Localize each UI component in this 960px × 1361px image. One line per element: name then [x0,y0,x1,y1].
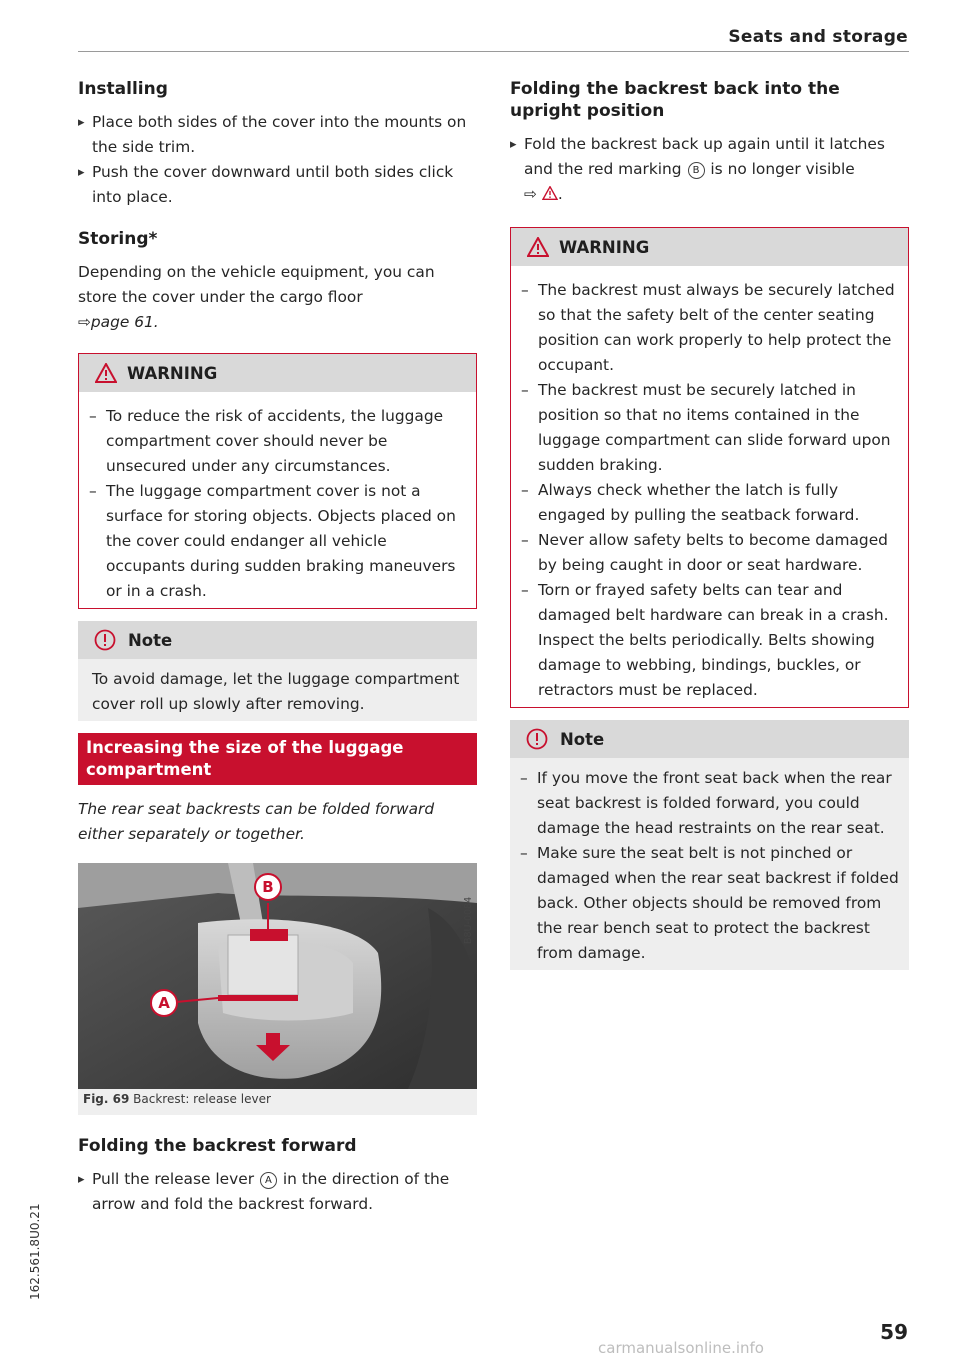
watermark: carmanualsonline.info [598,1339,764,1357]
note-header [78,621,477,659]
list-item: – Torn or frayed safety belts can tear and damaged belt hardware can break in a crash. Inspect the belts periodically. Belts showing damage to webbing, bindings, buckles, or retractors must be replaced. [511,578,898,703]
step-text: in the direction of the arrow and fold the backrest forward. [92,1170,450,1213]
note-box [78,621,477,721]
figure-image [78,863,477,1115]
list-item: – The backrest must always be securely latched so that the safety belt of the center seating position can work properly to help protect the occupant. [511,278,898,378]
ref-a-icon: A [260,1172,277,1189]
step-text: Pull the release lever [92,1170,255,1188]
list-item [78,1167,477,1217]
note-body [78,659,477,721]
storing-heading: Storing* [78,229,158,249]
warning-body [511,266,908,707]
list-item: – The backrest must be securely latched in position so that no items contained in the luggage compartment can slide forward upon sudden braking. [511,378,898,478]
warning-list [511,278,898,703]
list-item: ▸ Push the cover downward until both sides click into place. [78,160,477,210]
page-number: 59 [880,1320,908,1344]
header-rule [78,51,909,52]
warning-crossref[interactable]: ⇨ . [524,185,563,203]
folding-forward-heading: Folding the backrest forward [78,1136,357,1156]
running-header: Seats and storage [728,27,908,47]
note-text: To avoid damage, let the luggage compartment cover roll up slowly after removing. [92,670,460,713]
arrow-glyph: ⇨ [524,185,537,203]
note-title: Note [128,630,173,650]
figure-caption-text: Backrest: release lever [133,1092,271,1106]
warning-body [79,392,476,608]
exclamation-circle-icon [526,728,548,750]
installing-heading: Installing [78,79,168,99]
figure-number: Fig. 69 [83,1092,130,1106]
list-item: ▸ Place both sides of the cover into the mounts on the side trim. [78,110,477,160]
note-list [510,766,899,966]
list-item: – To reduce the risk of accidents, the luggage compartment cover should never be unsecured under any circumstances. [79,404,466,479]
exclamation-circle-icon [94,629,116,651]
side-code [28,1180,48,1300]
list-item: – Always check whether the latch is fully engaged by pulling the seatback forward. [511,478,898,528]
folding-upright-heading: Folding the backrest back into the upright position [510,79,840,121]
list-item: – Never allow safety belts to become damaged by being caught in door or seat hardware. [511,528,898,578]
backrest-illustration [78,863,477,1115]
warning-triangle-icon [542,186,558,200]
ref-b-icon: B [688,162,705,179]
warning-title: WARNING [127,363,218,383]
installing-steps [78,110,477,210]
page-link[interactable]: ⇨page 61. [78,313,159,331]
warning-header [511,228,908,266]
step-text: Fold the backrest back up again until it latches and the red marking [524,135,885,178]
warning-title: WARNING [559,237,650,257]
step-text: is no longer visible [710,160,855,178]
label-a: A [158,994,170,1012]
warning-triangle-icon [527,237,549,257]
note-title: Note [560,729,605,749]
left-column [78,70,477,1229]
right-column [510,70,909,982]
list-item: – Make sure the seat belt is not pinched or damaged when the rear seat backrest if folded back. Other objects should be removed from the rear bench seat to protect the backrest from damage. [510,841,899,966]
section-title: Increasing the size of the luggage compartment [78,733,477,785]
figure-code [462,860,476,950]
list-item: – If you move the front seat back when the rear seat backrest is folded forward, you could damage the head restraints on the rear seat. [510,766,899,841]
warning-triangle-icon [95,363,117,383]
side-code-text: 162.561.8U0.21 [28,1203,42,1300]
list-item [510,132,909,207]
storing-body: Depending on the vehicle equipment, you can store the cover under the cargo floor [78,263,435,306]
list-item: – The luggage compartment cover is not a surface for storing objects. Objects placed on the cover could endanger all vehicle occupants during sudden braking maneuvers or in a crash. [79,479,466,604]
label-b: B [262,878,274,896]
note-header [510,720,909,758]
warning-header [79,354,476,392]
storing-text [78,260,477,335]
warning-list [79,404,466,604]
warning-box [78,353,477,609]
note-box [510,720,909,970]
folding-upright-steps [510,132,909,207]
note-body [510,758,909,970]
figure-caption [78,1092,271,1106]
warning-box [510,227,909,708]
folding-forward-steps [78,1167,477,1217]
section-intro: The rear seat backrests can be folded forward either separately or together. [78,800,435,843]
figure-code-text: B8U-0084 [463,896,474,944]
